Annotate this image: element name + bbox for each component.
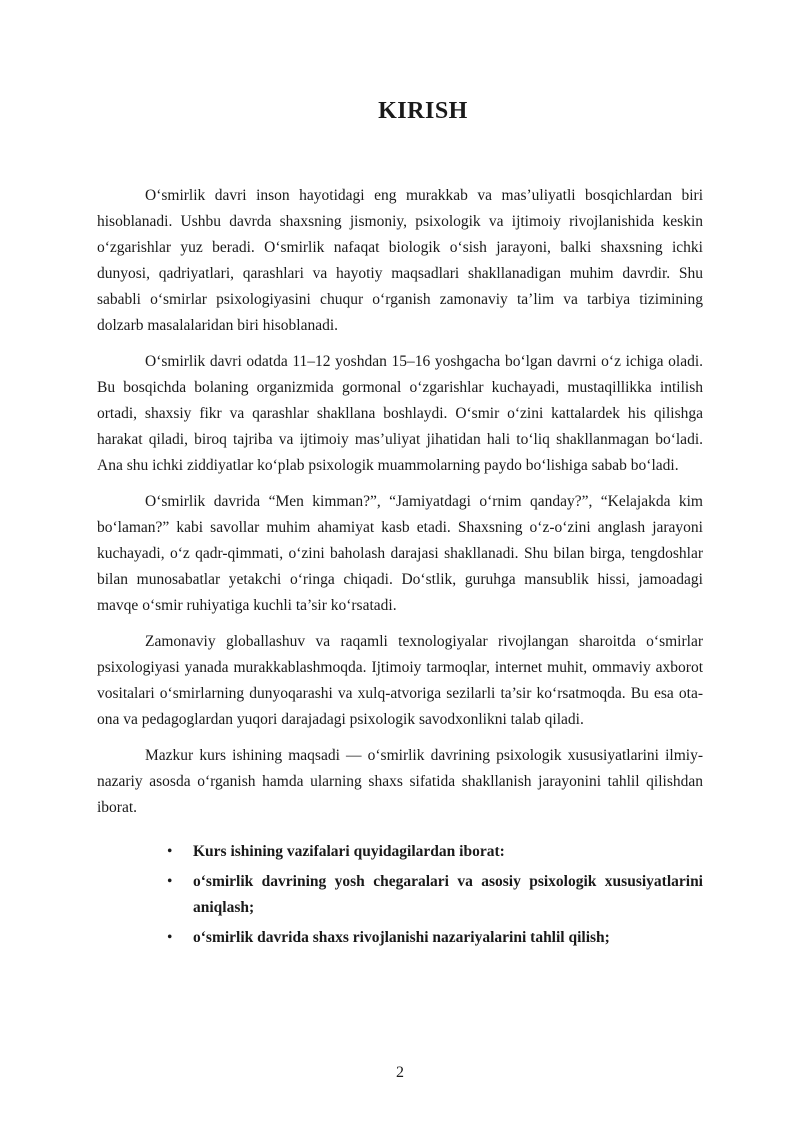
document-title: KIRISH <box>378 98 468 124</box>
list-item-text: Kurs ishining vazifalari quyidagilardan iborat: <box>193 843 505 860</box>
document-body <box>97 183 703 955</box>
list-item <box>167 925 703 951</box>
paragraph: O‘smirlik davri odatda 11–12 yoshdan 15–16 yoshgacha bo‘lgan davrni o‘z ichiga oladi. Bu bosqichda bolaning organizmida gormonal o‘zgarishlar kuchayadi, mustaqillikka intilish ortadi, shaxsiy fikr va qarashlar shakllana boshlaydi. O‘smir o‘zini kattalardek his qilishga harakat qiladi, biroq tajriba va ijtimoiy mas’uliyat jihatidan hali to‘liq shakllanmagan bo‘ladi. Ana shu ichki ziddiyatlar ko‘plab psixologik muammolarning paydo bo‘lishiga sabab bo‘ladi. <box>97 353 703 474</box>
task-list <box>97 839 703 951</box>
paragraph: O‘smirlik davrida “Men kimman?”, “Jamiyatdagi o‘rnim qanday?”, “Kelajakda kim bo‘laman?” kabi savollar muhim ahamiyat kasb etadi. Shaxsning o‘z-o‘zini anglash jarayoni kuchayadi, o‘z qadr-qimmati, o‘zini baholash darajasi shakllanadi. Shu bilan birga, tengdoshlar bilan munosabatlar yetakchi o‘ringa chiqadi. Do‘stlik, guruhga mansublik hissi, jamoadagi mavqe o‘smir ruhiyatiga kuchli ta’sir ko‘rsatadi. <box>97 493 703 614</box>
bullet-icon: • <box>167 873 173 890</box>
list-item <box>167 869 703 921</box>
bullet-icon: • <box>167 843 173 860</box>
paragraph: O‘smirlik davri inson hayotidagi eng murakkab va mas’uliyatli bosqichlardan biri hisoblanadi. Ushbu davrda shaxsning jismoniy, psixologik va ijtimoiy rivojlanishida keskin o‘zgarishlar yuz beradi. O‘smirlik nafaqat biologik o‘sish jarayoni, balki shaxsning ichki dunyosi, qadriyatlari, qarashlari va hayotiy maqsadlari shakllanadigan muhim davrdir. Shu sababli o‘smirlar psixologiyasini chuqur o‘rganish zamonaviy ta’lim va tarbiya tizimining dolzarb masalalaridan biri hisoblanadi. <box>97 187 703 334</box>
list-item <box>167 839 703 865</box>
paragraph: Zamonaviy globallashuv va raqamli texnologiyalar rivojlangan sharoitda o‘smirlar psixologiyasi yanada murakkablashmoqda. Ijtimoiy tarmoqlar, internet muhit, ommaviy axborot vositalari o‘smirlarning dunyoqarashi va xulq-atvoriga sezilarli ta’sir ko‘rsatmoqda. Bu esa ota-ona va pedagoglardan yuqori darajadagi psixologik savodxonlikni talab qiladi. <box>97 633 703 728</box>
page-number: 2 <box>396 1064 404 1081</box>
list-item-text: o‘smirlik davrining yosh chegaralari va asosiy psixologik xususiyatlarini aniqlash; <box>193 873 703 916</box>
list-item-text: o‘smirlik davrida shaxs rivojlanishi nazariyalarini tahlil qilish; <box>193 929 610 946</box>
paragraph: Mazkur kurs ishining maqsadi — o‘smirlik davrining psixologik xususiyatlarini ilmiy-nazariy asosda o‘rganish hamda ularning shaxs sifatida shakllanish jarayonini tahlil qilishdan iborat. <box>97 747 703 816</box>
bullet-icon: • <box>167 929 173 946</box>
